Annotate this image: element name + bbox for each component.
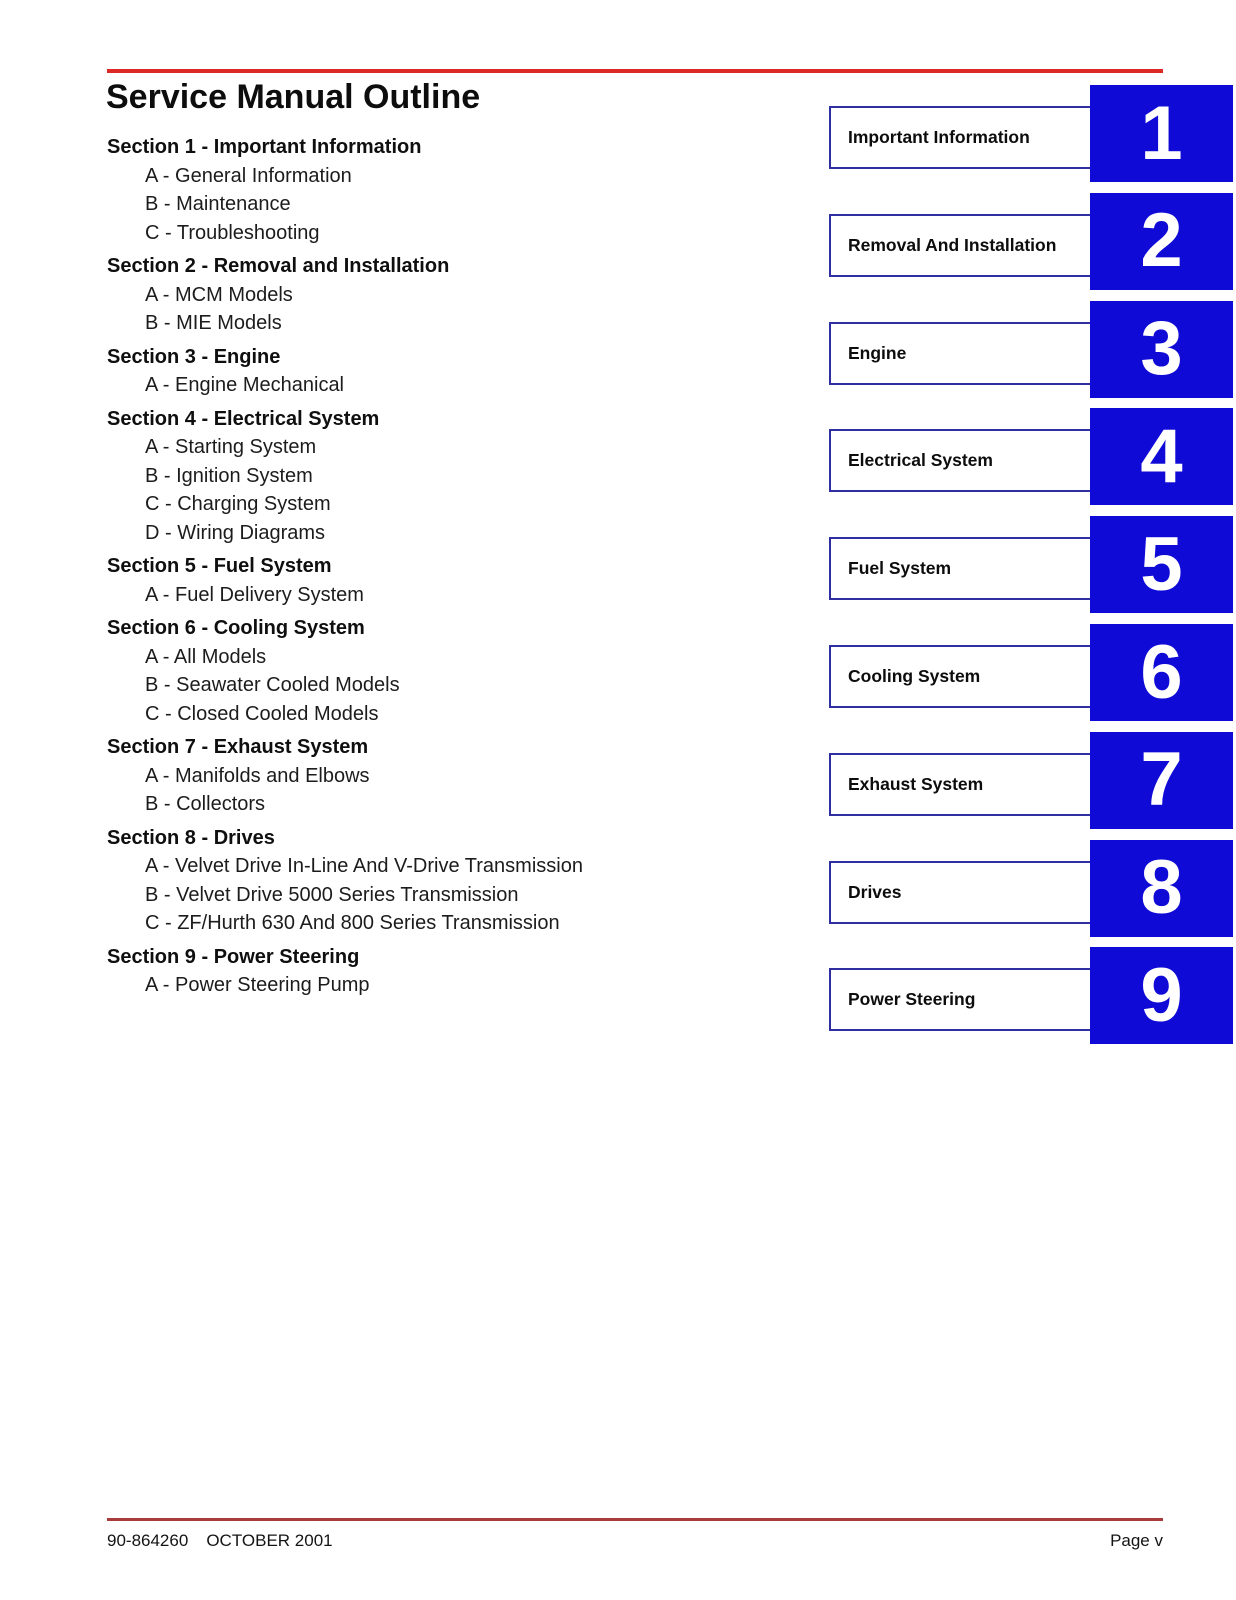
toc-item: A - Power Steering Pump <box>145 974 370 996</box>
toc-item: B - Seawater Cooled Models <box>145 674 400 696</box>
tab-number-box: 8 <box>1090 840 1233 937</box>
section-tab <box>0 840 1236 937</box>
tab-label-box: Electrical System <box>829 429 1092 492</box>
section-tab <box>0 85 1236 182</box>
toc-section-heading: Section 4 - Electrical System <box>107 407 380 430</box>
tab-number-box: 9 <box>1090 947 1233 1044</box>
tab-number-box: 2 <box>1090 193 1233 290</box>
footer-left <box>107 1531 333 1551</box>
section-tab <box>0 624 1236 721</box>
toc-item: B - Velvet Drive 5000 Series Transmission <box>145 883 519 906</box>
toc-item: A - MCM Models <box>145 283 293 306</box>
toc-item: C - Troubleshooting <box>145 221 320 244</box>
toc-item: B - Maintenance <box>145 193 291 215</box>
tab-label-box: Important Information <box>829 106 1092 169</box>
toc-item: D - Wiring Diagrams <box>145 521 326 544</box>
toc-item: C - Charging System <box>145 493 331 515</box>
toc-section-heading: Section 5 - Fuel System <box>107 555 332 577</box>
tab-number-box: 3 <box>1090 301 1233 398</box>
footer-page-number: Page v <box>1110 1531 1163 1550</box>
tab-label-box: Drives <box>829 861 1092 924</box>
toc-section-heading: Section 7 - Exhaust System <box>107 736 369 758</box>
section-tab <box>0 193 1236 290</box>
tab-number-box: 5 <box>1090 516 1233 613</box>
tab-label-box: Exhaust System <box>829 753 1092 816</box>
tab-number-box: 4 <box>1090 408 1233 505</box>
section-tab <box>0 301 1236 398</box>
tab-number-box: 6 <box>1090 624 1233 721</box>
toc-item: A - All Models <box>145 645 267 668</box>
toc-section-heading: Section 2 - Removal and Installation <box>107 255 450 277</box>
section-tab <box>0 947 1236 1044</box>
tab-number-box: 1 <box>1090 85 1233 182</box>
section-tab <box>0 516 1236 613</box>
toc-item: B - MIE Models <box>145 312 282 334</box>
toc-item: A - Fuel Delivery System <box>145 583 364 606</box>
toc-section-heading: Section 3 - Engine <box>107 345 281 368</box>
footer-rule <box>107 1518 1163 1521</box>
tab-label-box: Power Steering <box>829 968 1092 1031</box>
toc-item: A - General Information <box>145 164 352 187</box>
section-tab <box>0 408 1236 505</box>
toc-section-heading: Section 9 - Power Steering <box>107 945 360 968</box>
toc-item: A - Velvet Drive In-Line And V-Drive Transmission <box>145 855 583 877</box>
section-tab <box>0 732 1236 829</box>
tab-number-box: 7 <box>1090 732 1233 829</box>
toc-item: A - Engine Mechanical <box>145 374 345 396</box>
tab-label-box: Cooling System <box>829 645 1092 708</box>
page-title: Service Manual Outline <box>106 78 481 116</box>
tab-label-box: Fuel System <box>829 537 1092 600</box>
toc-item: A - Starting System <box>145 436 317 458</box>
toc-item: B - Ignition System <box>145 464 313 487</box>
toc-section-heading: Section 6 - Cooling System <box>107 617 365 639</box>
footer-date: OCTOBER 2001 <box>206 1531 333 1550</box>
tab-label-box: Engine <box>829 322 1092 385</box>
toc-item: B - Collectors <box>145 793 266 815</box>
toc-item: C - Closed Cooled Models <box>145 702 379 725</box>
toc-item: A - Manifolds and Elbows <box>145 764 370 787</box>
toc-section-heading: Section 1 - Important Information <box>107 136 422 158</box>
toc-section-heading: Section 8 - Drives <box>107 826 275 849</box>
footer-doc-number: 90-864260 <box>107 1531 189 1550</box>
tab-label-box: Removal And Installation <box>829 214 1092 277</box>
toc-item: C - ZF/Hurth 630 And 800 Series Transmission <box>145 912 560 934</box>
